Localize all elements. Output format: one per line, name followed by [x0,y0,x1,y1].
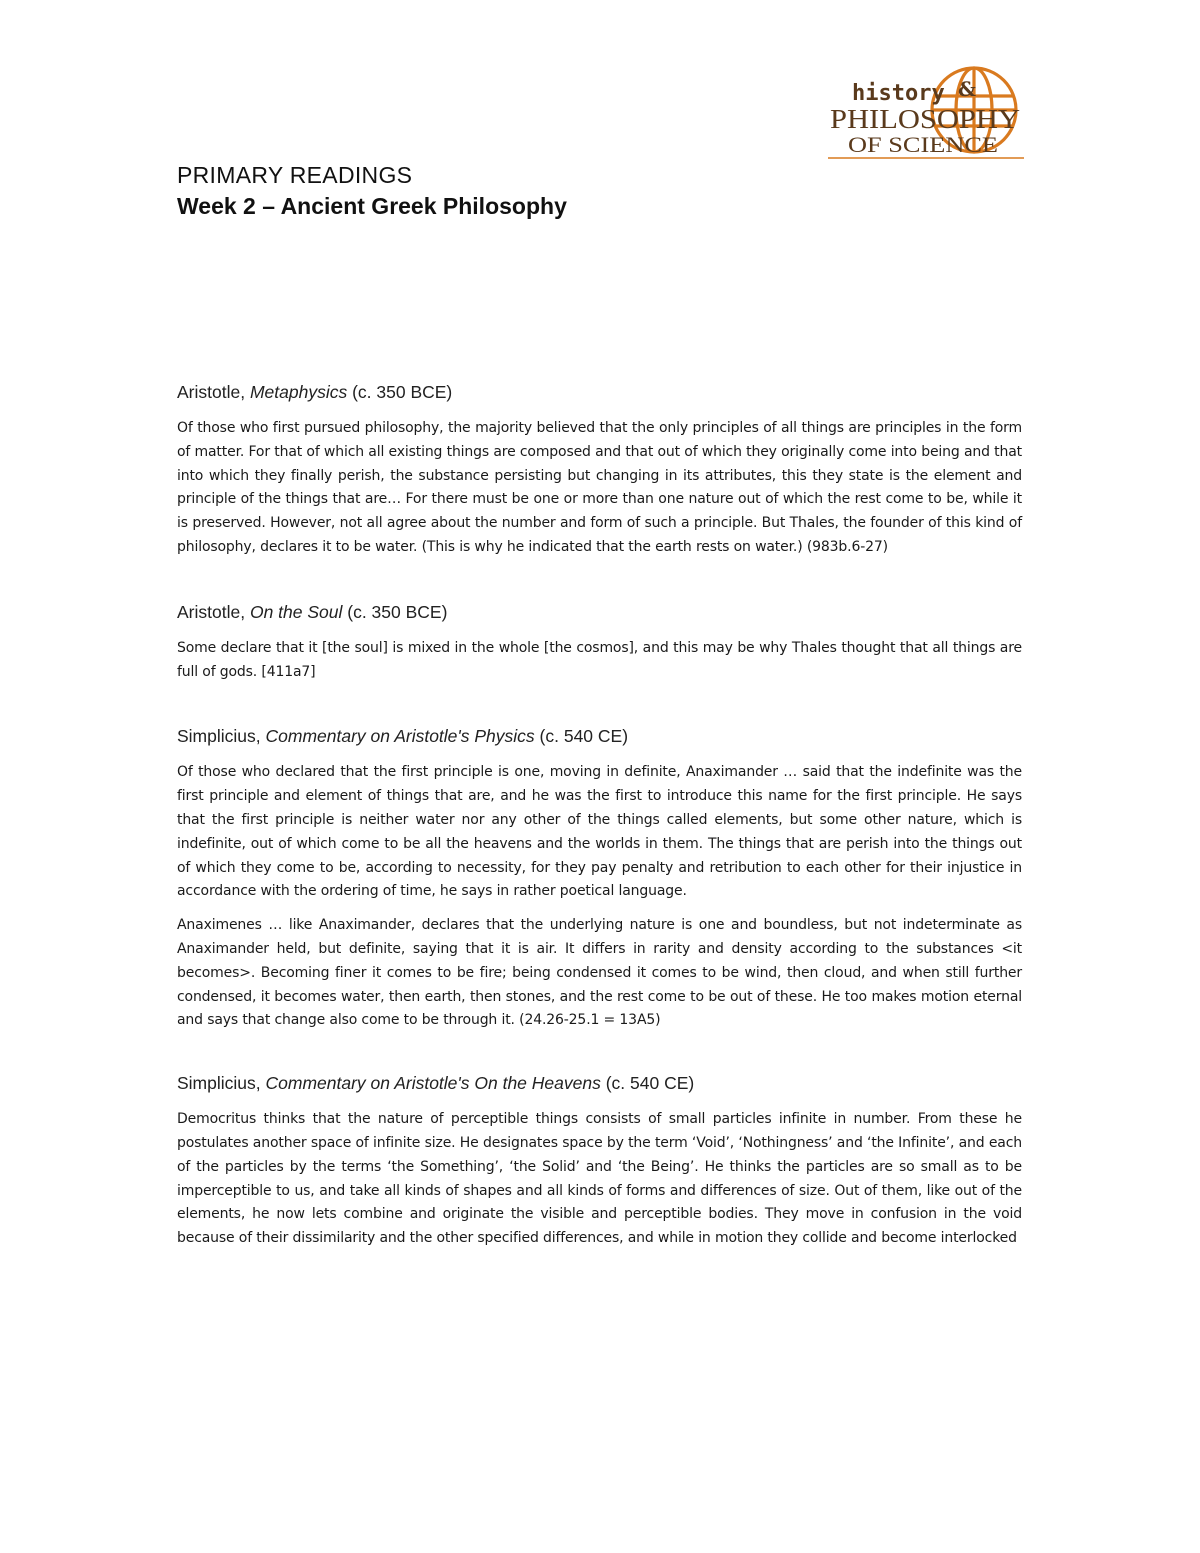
section-date: (c. 350 BCE) [342,601,448,622]
reading-section [177,380,1022,560]
readings-content [177,380,1022,1261]
section-paragraph: Of those who declared that the first principle is one, moving in definite, Anaximander … said that the indefinite was the first principle and element of things that are, and he was the first to introduce this name for the first principle. He says that the first principle is neither water nor any other of the things called elements, but some other nature, which is indefinite, out of which come to be all the heavens and the worlds in them. The things that are perish into the things out of which they come to be, according to necessity, for they pay penalty and retribution to each other for their injustice in accordance with the ordering of time, he says in rather poetical language. [177,764,1022,900]
section-heading [177,600,1022,624]
section-paragraph: Some declare that it [the soul] is mixed in the whole [the cosmos], and this may be why Thales thought that all things are full of gods. [411a7] [177,639,1022,680]
logo-ampersand: & [958,77,977,101]
document-header [177,160,567,222]
section-heading [177,724,1022,748]
section-date: (c. 350 BCE) [347,382,453,402]
section-author: Aristotle, [177,601,250,622]
section-paragraph: Democritus thinks that the nature of perceptible things consists of small particles infinite in number. From these he postulates another space of infinite size. He designates space by the term ‘Void’, ‘Nothingness’ and ‘the Infinite’, and each of the particles by the terms ‘the Something’, ‘the Solid’ and ‘the Being’. He thinks the particles are so small as to be imperceptible to us, and take all kinds of shapes and all kinds of forms and differences of size. Out of them, like out of the elements, he now lets combine and originate the visible and perceptible bodies. They move in confusion in the void because of their dissimilarity and the other specified differences, and while in motion they collide and become interlocked [177,1111,1022,1247]
section-heading [177,1071,1022,1095]
logo-philosophy: PHILOSOPHY [830,104,1020,134]
section-author: Aristotle, [177,382,250,402]
globe-icon [826,66,1026,162]
logo-of-science: OF SCIENCE [848,132,998,157]
page-title: PRIMARY READINGS [177,162,413,188]
reading-section [177,600,1022,685]
section-work-title: Commentary on Aristotle's Physics [265,726,535,747]
page-subtitle: Week 2 – Ancient Greek Philosophy [177,193,567,219]
section-paragraph: Of those who first pursued philosophy, the majority believed that the only principles of all things are principles in the form of matter. For that of which all existing things are composed and that out of which they originally come into being and that into which they finally perish, the substance persisting but changing in its attributes, this they state is the element and principle of the things that are… For there must be one or more than one nature out of which the rest come to be, while it is preserved. However, not all agree about the number and form of such a principle. But Thales, the founder of this kind of philosophy, declares it to be water. (This is why he indicated that the earth rests on water.) (983b.6-27) [177,420,1022,555]
hps-logo [826,66,1026,162]
reading-section [177,724,1022,1033]
reading-section [177,1071,1022,1251]
section-author: Simplicius, [177,726,266,747]
section-date: (c. 540 CE) [600,1073,695,1094]
section-work-title: Commentary on Aristotle's On the Heavens [265,1073,601,1094]
section-date: (c. 540 CE) [534,726,629,747]
section-paragraph: Anaximenes … like Anaximander, declares that the underlying nature is one and boundless, but not indeterminate as Anaximander held, but definite, saying that it is air. It differs in rarity and density according to the substances <it becomes>. Becoming finer it comes to be fire; being condensed it comes to be wind, then cloud, and when still further condensed, it becomes water, then earth, then stones, and the rest come to be out of these. He too makes motion eternal and says that change also come to be through it. (24.26-25.1 = 13A5) [177,917,1022,1029]
section-author: Simplicius, [177,1073,266,1094]
section-work-title: Metaphysics [249,382,348,402]
section-heading [177,380,1022,404]
section-work-title: On the Soul [249,601,343,622]
logo-history: history [852,81,945,106]
